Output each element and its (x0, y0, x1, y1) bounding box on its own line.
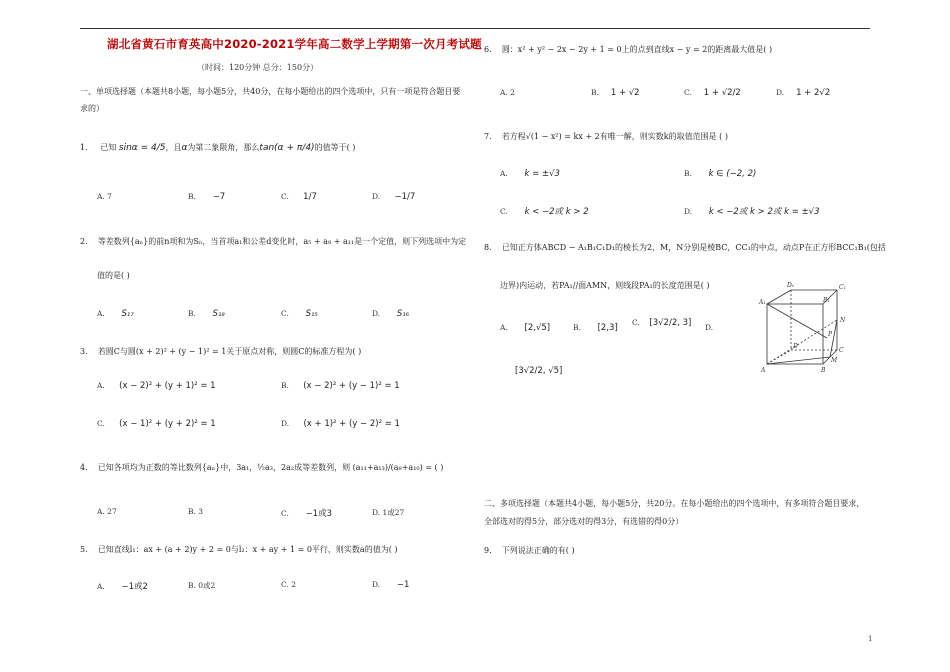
question-8-stem-cont: 边界)内运动，若PA₁//面AMN，则线段PA₁的长度范围是( ) (500, 281, 710, 290)
q7-option-b: B. k ∈ (−2, 2) (684, 169, 757, 179)
question-5-stem: 5. 已知直线l₁：ax + (a + 2)y + 2 = 0与l₂：x + ay + 1 = 0平行，则实数a的值为( ) (80, 545, 398, 554)
question-9-stem: 9. 下列说法正确的有( ) (484, 546, 575, 555)
q1-option-b: B. −7 (188, 192, 226, 202)
q1-option-c: C. 1/7 (281, 192, 317, 202)
q5-option-d: D. −1 (372, 580, 410, 590)
exam-info: （时间：120分钟 总分：150分） (197, 63, 319, 72)
label-c1: C₁ (839, 284, 846, 291)
question-2-stem: 2. 等差数列{aₙ}的前n项和为Sₙ，当首项a₁和公差d变化时，a₅ + a₈ + a₁₁是一个定值，则下列选项中为定 (80, 237, 467, 246)
question-1-stem: 1. 已知 sinα = 4/5，且α为第二象限角，那么tan(α + π/4)的值等于( ) (80, 143, 356, 153)
q7-option-d: D. k < −2或 k > 2或 k = ±√3 (684, 207, 820, 217)
q8-option-b: B. [2,3] (573, 323, 618, 333)
section2-header: 二、多项选择题（本题共4小题，每小题5分，共20分。在每小题给出的四个选项中，有多项符合题目要求， (484, 499, 865, 508)
q4-option-a: A. 27 (97, 507, 117, 516)
label-d1: D₁ (787, 282, 795, 289)
q3-option-a: A. (x − 2)² + (y + 1)² = 1 (97, 381, 216, 391)
label-c: C (839, 347, 844, 354)
q2-option-b: B. S₁₈ (188, 309, 225, 319)
q4-option-b: B. 3 (188, 507, 204, 516)
q7-option-a: A. k = ±√3 (500, 169, 560, 179)
question-4-stem: 4. 已知各项均为正数的等比数列{aₙ}中，3a₁，½a₃，2a₂成等差数列，则 (a₁₁+a₁₃)/(a₈+a₁₀) = ( ) (80, 463, 444, 472)
label-d: D (793, 343, 798, 350)
cube-figure (757, 278, 857, 390)
label-b1: B₁ (823, 297, 830, 304)
q3-option-b: B. (x − 2)² + (y − 1)² = 1 (281, 381, 400, 391)
q3-option-c: C. (x − 1)² + (y + 2)² = 1 (97, 419, 216, 429)
q7-option-c: C. k < −2或 k > 2 (500, 207, 589, 217)
label-a: A (761, 367, 766, 374)
section2-header-cont: 全部选对的得5分，部分选对的得3分，有选错的得0分） (484, 517, 684, 526)
header-rule (80, 28, 870, 29)
q4-option-c: C. −1或3 (281, 509, 333, 519)
q1-option-a: A. 7 (97, 192, 112, 201)
label-m: M (831, 357, 838, 364)
q5-option-a: A. −1或2 (97, 582, 148, 592)
q8-option-d: D. (705, 323, 714, 332)
q5-option-c: C. 2 (281, 580, 297, 589)
q8-option-a: A. [2,√5] (500, 323, 551, 333)
question-8-stem: 8. 已知正方体ABCD − A₁B₁C₁D₁的棱长为2，M，N分别是棱BC，CC₁的中点，动点P在正方形BCC₁B₁(包括 (484, 243, 886, 252)
label-b: B (821, 367, 826, 374)
question-2-stem-cont: 值的是( ) (97, 271, 130, 280)
question-7-stem: 7. 若方程√(1 − x²) = kx + 2有唯一解，则实数k的取值范围是 ( ) (484, 132, 728, 141)
page-number: 1 (868, 635, 873, 643)
label-p: P (828, 331, 833, 338)
section1-header: 一、单项选择题（本题共8小题，每小题5分，共40分，在每小题给出的四个选项中，只有一项是符合题目要 (80, 87, 461, 96)
page-title: 湖北省黄石市育英高中2020-2021学年高二数学上学期第一次月考试题 (107, 37, 482, 51)
question-3-stem: 3. 若圆C与圆(x + 2)² + (y − 1)² = 1关于原点对称，则圆C的标准方程为( ) (80, 347, 362, 356)
q2-option-d: D. S₁₆ (372, 309, 410, 319)
q2-option-a: A. S₁₇ (97, 309, 134, 319)
label-a1: A₁ (759, 299, 766, 306)
q2-option-c: C. S₁₅ (281, 309, 318, 319)
q3-option-d: D. (x + 1)² + (y − 2)² = 1 (281, 419, 400, 429)
q8-option-c: C. [3√2/2, 3] (632, 318, 692, 328)
q6-option-a: A. 2 (500, 88, 515, 97)
q6-option-d: D. 1 + 2√2 (776, 88, 831, 98)
section1-header-cont: 求的） (80, 104, 104, 113)
q1-option-d: D. −1/7 (372, 192, 416, 202)
q6-option-b: B. 1 + √2 (591, 88, 640, 98)
q4-option-d: D. 1或27 (372, 508, 405, 517)
question-6-stem: 6. 圆：x² + y² − 2x − 2y + 1 = 0上的点到直线x − y = 2的距离最大值是( ) (484, 45, 773, 54)
q6-option-c: C. 1 + √2/2 (684, 88, 741, 98)
q8-option-d-value: [3√2/2, √5] (515, 366, 563, 376)
label-n: N (840, 317, 846, 324)
q5-option-b: B. 0或2 (188, 581, 216, 590)
